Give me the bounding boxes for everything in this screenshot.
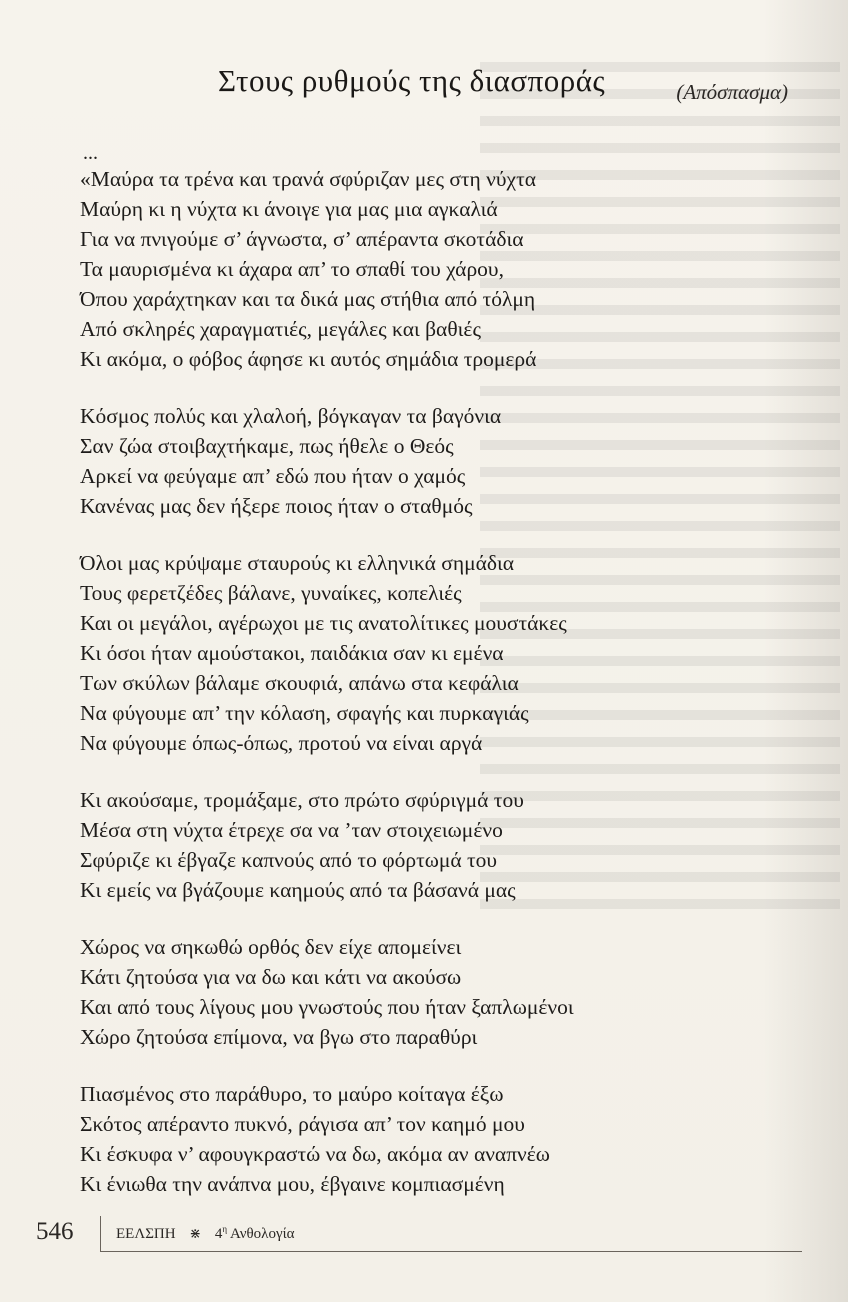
poem-body <box>80 142 780 1226</box>
poem-line: Πιασμένος στο παράθυρο, το μαύρο κοίταγα έξω <box>80 1082 504 1106</box>
page-number: 546 <box>36 1218 74 1245</box>
poem-line: Και από τους λίγους μου γνωστούς που ήταν ξαπλωμένοι <box>80 995 574 1019</box>
poem-line: Κι ένιωθα την ανάπνα μου, έβγαινε κομπιασμένη <box>80 1172 505 1196</box>
footer-horizontal-rule <box>100 1251 802 1252</box>
poem-line: Των σκύλων βάλαμε σκουφιά, απάνω στα κεφάλια <box>80 671 519 695</box>
poem-line: Από σκληρές χαραγματιές, μεγάλες και βαθιές <box>80 317 481 341</box>
stanza-6 <box>80 1079 780 1199</box>
poem-line: Όλοι μας κρύψαμε σταυρούς κι ελληνικά σημάδια <box>80 551 515 575</box>
footer-vertical-rule <box>100 1216 101 1252</box>
poem-line: Τους φερετζέδες βάλανε, γυναίκες, κοπελιές <box>80 581 462 605</box>
poem-line: Για να πνιγούμε σ’ άγνωστα, σ’ απέραντα σκοτάδια <box>80 227 524 251</box>
page-footer <box>36 1214 802 1254</box>
edition-number: 4 <box>214 1226 223 1242</box>
poem-line: Αρκεί να φεύγαμε απ’ εδώ που ήταν ο χαμός <box>80 464 466 488</box>
poem-line: Χώρο ζητούσα επίμονα, να βγω στο παραθύρι <box>80 1025 478 1049</box>
poem-line: Σκότος απέραντο πυκνό, ράγισα απ’ τον καημό μου <box>80 1112 525 1136</box>
collection-name: Ανθολογία <box>230 1226 295 1242</box>
poem-line: Κάτι ζητούσα για να δω και κάτι να ακούσω <box>80 965 462 989</box>
poem-line: Μαύρη κι η νύχτα κι άνοιγε για μας μια αγκαλιά <box>80 197 498 221</box>
stanza-4 <box>80 785 780 905</box>
edition-suffix: η <box>222 1224 228 1234</box>
poem-subtitle: (Απόσπασμα) <box>676 80 788 104</box>
poem-line: Κόσμος πολύς και χλαλοή, βόγκαγαν τα βαγόνια <box>80 404 502 428</box>
poem-line: Κι όσοι ήταν αμούστακοι, παιδάκια σαν κι εμένα <box>80 641 504 665</box>
poem-title: Στους ρυθμούς της διασποράς <box>218 62 606 98</box>
asterisk-ornament-icon: ⋇ <box>189 1227 202 1242</box>
poem-line: Και οι μεγάλοι, αγέρωχοι με τις ανατολίτικες μουστάκες <box>80 611 567 635</box>
poem-line: Σαν ζώα στοιβαχτήκαμε, πως ήθελε ο Θεός <box>80 434 454 458</box>
poem-line: Μέσα στη νύχτα έτρεχε σα να ’ταν στοιχειωμένο <box>80 818 503 842</box>
poem-ellipsis: ... <box>83 142 98 164</box>
poem-line: Χώρος να σηκωθώ ορθός δεν είχε απομείνει <box>80 935 462 959</box>
poem-line: Να φύγουμε απ’ την κόλαση, σφαγής και πυρκαγιάς <box>80 701 529 725</box>
poem-line: Τα μαυρισμένα κι άχαρα απ’ το σπαθί του χάρου, <box>80 257 504 281</box>
stanza-5 <box>80 932 780 1052</box>
poem-line: Κι ακόμα, ο φόβος άφησε κι αυτός σημάδια τρομερά <box>80 347 537 371</box>
running-footer <box>116 1224 294 1243</box>
stanza-2 <box>80 401 780 521</box>
poem-line: Κανένας μας δεν ήξερε ποιος ήταν ο σταθμός <box>80 494 473 518</box>
poem-line: Σφύριζε κι έβγαζε καπνούς από το φόρτωμά του <box>80 848 498 872</box>
poem-line: Κι ακούσαμε, τρομάξαμε, στο πρώτο σφύριγμά του <box>80 788 524 812</box>
stanza-3 <box>80 548 780 758</box>
publisher-name: ΕΕΛΣΠΗ <box>116 1226 176 1242</box>
poem-line: «Μαύρα τα τρένα και τρανά σφύριζαν μες στη νύχτα <box>80 167 536 191</box>
poem-line: Κι έσκυφα ν’ αφουγκραστώ να δω, ακόμα αν αναπνέω <box>80 1142 550 1166</box>
poem-line: Να φύγουμε όπως-όπως, προτού να είναι αργά <box>80 731 483 755</box>
poem-line: Όπου χαράχτηκαν και τα δικά μας στήθια από τόλμη <box>80 287 536 311</box>
stanza-1 <box>80 164 780 374</box>
poem-line: Κι εμείς να βγάζουμε καημούς από τα βάσανά μας <box>80 878 516 902</box>
